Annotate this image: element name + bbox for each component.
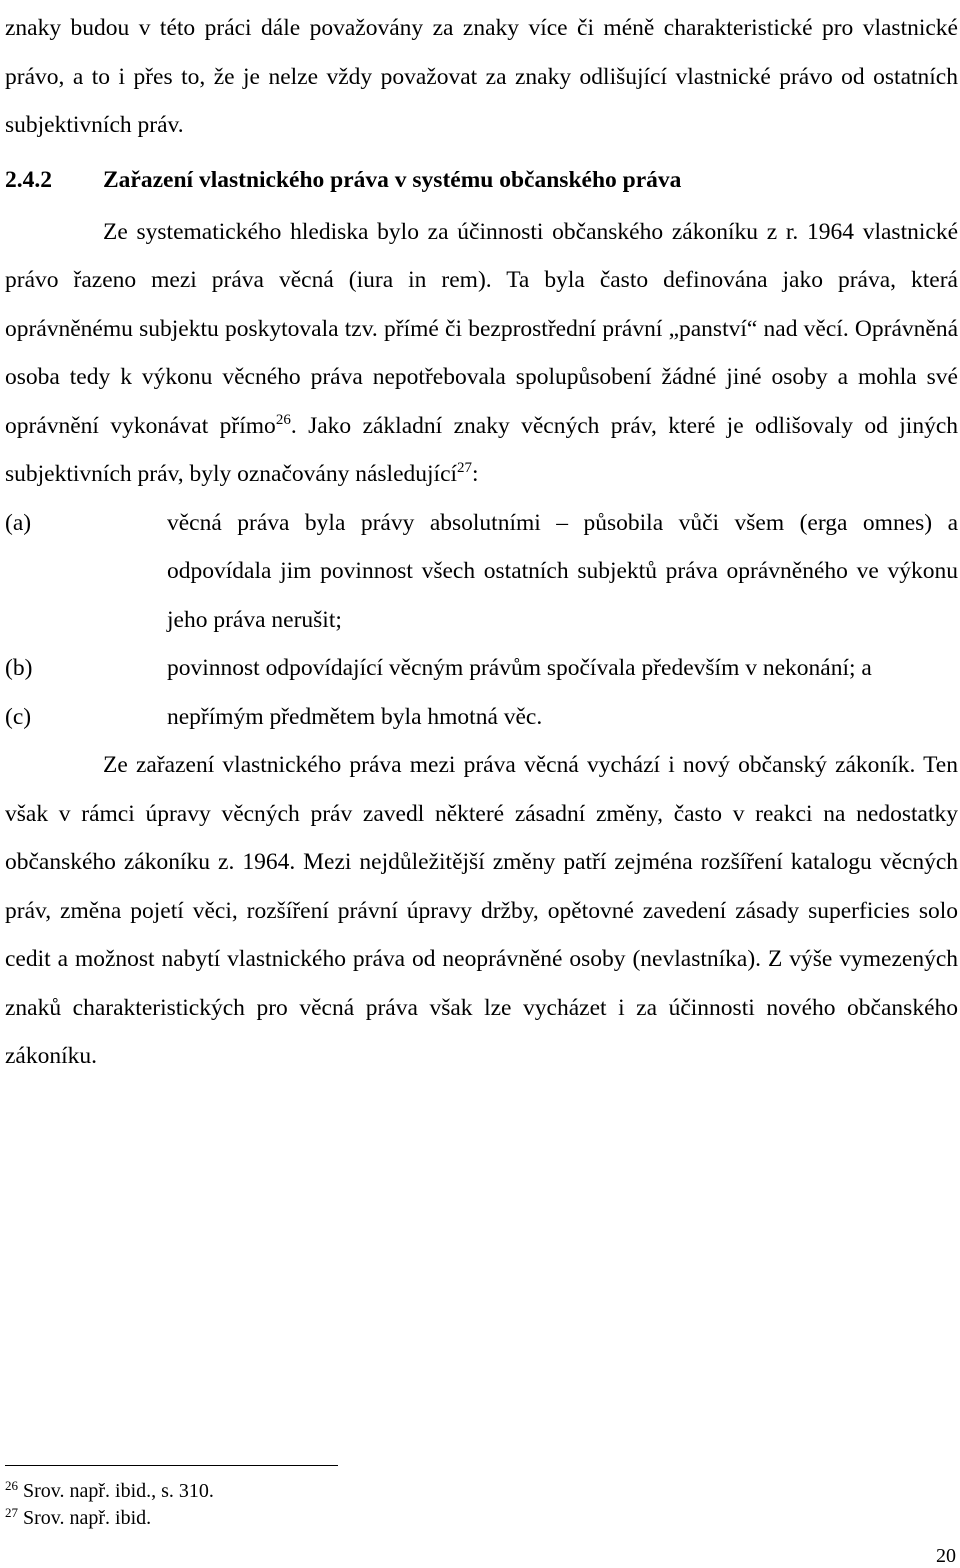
footnote-ref: 27 [457, 460, 473, 476]
features-list [5, 499, 958, 742]
footnote [5, 1505, 214, 1532]
paragraph-text: Ze systematického hlediska bylo za účinnosti občanského zákoníku z r. 1964 vlastnické právo řazeno mezi práva věcná (iura in rem). Ta byla často definována jako práva, která oprávněnému subjektu poskytovala tzv. přímé či bezprostřední právní „panství“ nad věcí. Oprávněná osoba tedy k výkonu věcného práva nepotřebovala spolupůsobení žádné jiné osoby a mohla své oprávnění vykonávat přímo [5, 218, 958, 439]
footnote-divider [5, 1465, 338, 1466]
list-item [5, 693, 958, 742]
document-page [5, 0, 958, 1081]
list-item-label: (c) [5, 703, 32, 730]
footnote-text: Srov. např. ibid., s. 310. [23, 1480, 214, 1502]
section-number: 2.4.2 [5, 166, 52, 193]
page-number: 20 [936, 1545, 956, 1567]
list-item-label: (a) [5, 509, 32, 536]
paragraph-text: . Jako základní znaky věcných práv, které je odlišovaly od jiných subjektivních práv, byly označovány následující [5, 412, 958, 487]
footnote-ref: 26 [275, 411, 291, 428]
section-title: Zařazení vlastnického práva v systému občanského práva [103, 166, 682, 193]
footnote-number: 27 [5, 1505, 18, 1520]
paragraph-systematics [5, 208, 958, 499]
list-item-text: povinnost odpovídající věcným právům spočívala především v nekonání; a [167, 655, 872, 681]
footnote [5, 1478, 214, 1505]
list-item-text: věcná práva byla právy absolutními – působila vůči všem (erga omnes) a odpovídala jim povinnost všech ostatních subjektů práva oprávněného ve výkonu jeho práva nerušit; [167, 509, 958, 633]
footnote-text: Srov. např. ibid. [23, 1507, 152, 1529]
list-item-text: nepřímým předmětem byla hmotná věc. [167, 703, 543, 730]
intro-paragraph: znaky budou v této práci dále považovány za znaky více či méně charakteristické pro vlastnické právo, a to i přes to, že je nelze vždy považovat za znaky odlišující vlastnické právo od ostatních subjektivních práv. [5, 15, 958, 138]
footnotes [5, 1478, 214, 1532]
paragraph-new-code: Ze zařazení vlastnického práva mezi práva věcná vychází i nový občanský zákoník. Ten však v rámci úpravy věcných práv zavedl některé zásadní změny, často v reakci na nedostatky občanského zákoníku z. 1964. Mezi nejdůležitější změny patří zejména rozšíření katalogu věcných práv, změna pojetí věci, rozšíření právní úpravy držby, opětovné zavedení zásady superficies solo cedit a možnost nabytí vlastnického práva od neoprávněné osoby (nevlastníka). Z výše vymezených znaků charakteristických pro věcná práva však lze vycházet i za účinnosti nového občanského zákoníku. [5, 752, 958, 1069]
footnote-number: 26 [5, 1478, 18, 1493]
list-item [5, 644, 958, 693]
section-heading [5, 152, 958, 208]
paragraph-text: : [472, 461, 479, 487]
list-item-label: (b) [5, 655, 33, 681]
list-item [5, 499, 958, 645]
